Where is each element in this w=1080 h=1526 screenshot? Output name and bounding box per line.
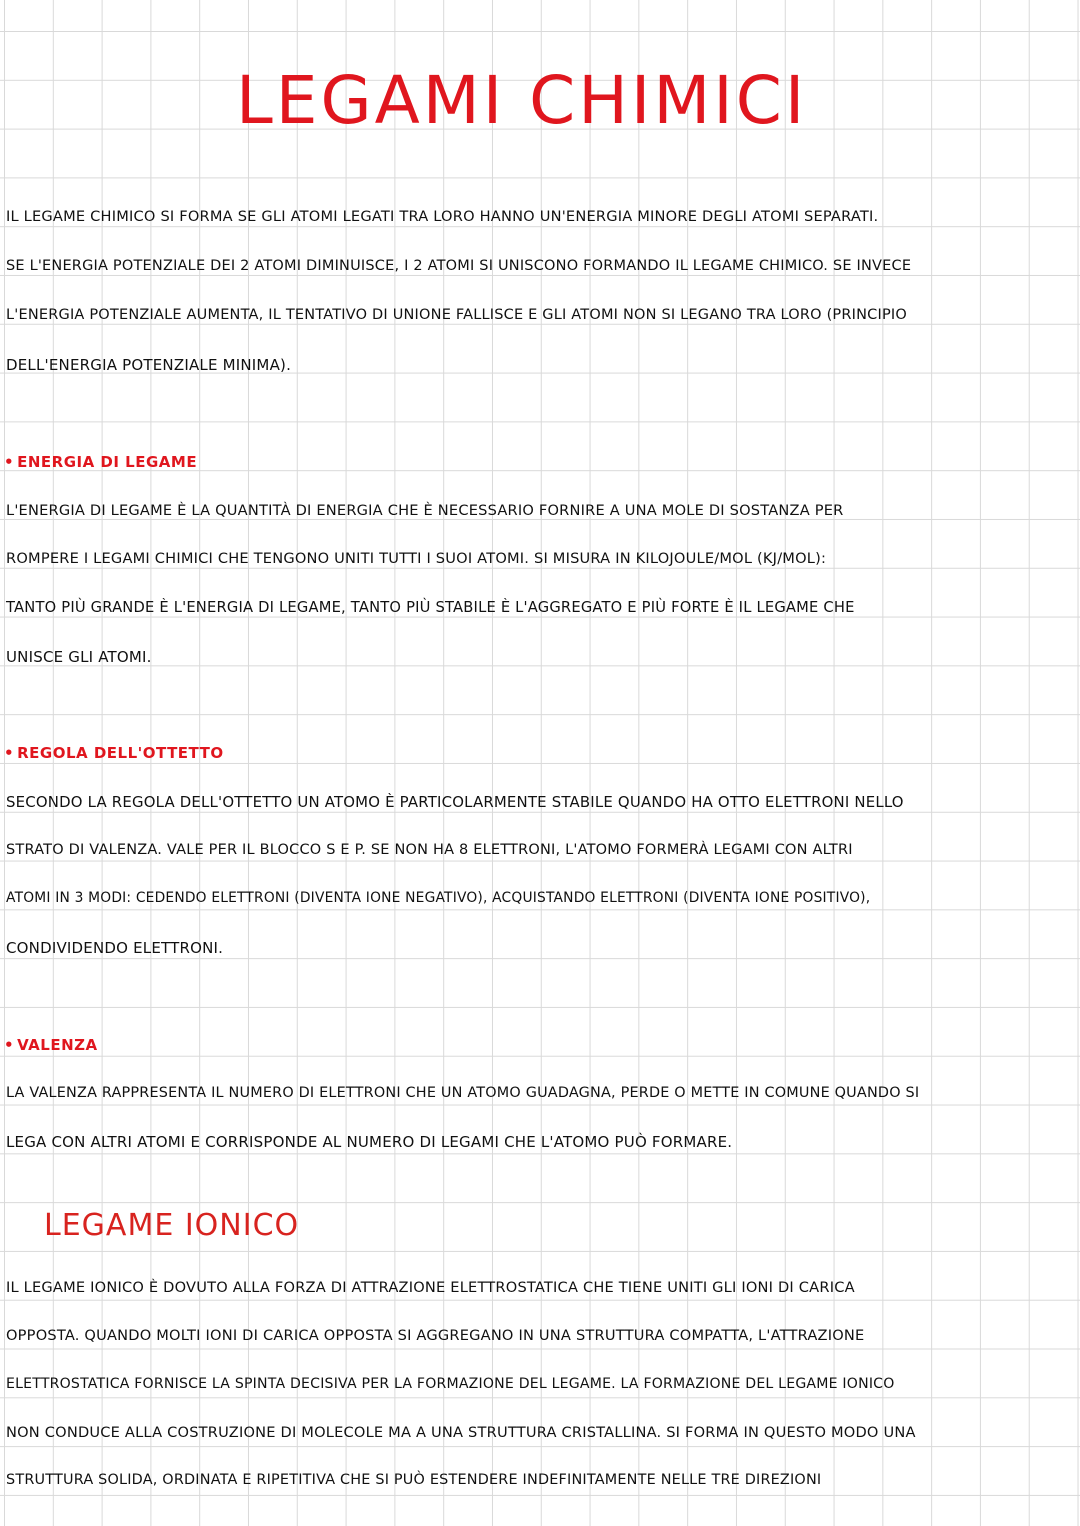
ionico-line-1: IL LEGAME IONICO È DOVUTO ALLA FORZA DI ATTRAZIONE ELETTROSTATICA CHE TIENE UNITI GLI IONI DI CARICA (6, 1279, 855, 1296)
ionico-line-3: ELETTROSTATICA FORNISCE LA SPINTA DECISIVA PER LA FORMAZIONE DEL LEGAME. LA FORMAZIONE DEL LEGAME IONICO (6, 1376, 895, 1392)
intro-line-4: DELL'ENERGIA POTENZIALE MINIMA). (6, 356, 292, 374)
valenza-line-2: LEGA CON ALTRI ATOMI E CORRISPONDE AL NUMERO DI LEGAMI CHE L'ATOMO PUÒ FORMARE. (6, 1133, 733, 1151)
section-heading-ionico: LEGAME IONICO (44, 1208, 300, 1243)
ionico-line-2: OPPOSTA. QUANDO MOLTI IONI DI CARICA OPPOSTA SI AGGREGANO IN UNA STRUTTURA COMPATTA, L'ATTRAZIONE (6, 1327, 865, 1344)
intro-line-3: L'ENERGIA POTENZIALE AUMENTA, IL TENTATIVO DI UNIONE FALLISCE E GLI ATOMI NON SI LEGANO TRA LORO (PRINCIPIO (6, 307, 908, 323)
energia-line-2: ROMPERE I LEGAMI CHIMICI CHE TENGONO UNITI TUTTI I SUOI ATOMI. SI MISURA IN KILOJOULE/MOL (KJ/MOL): (6, 550, 827, 567)
intro-line-1: IL LEGAME CHIMICO SI FORMA SE GLI ATOMI LEGATI TRA LORO HANNO UN'ENERGIA MINORE DEGLI ATOMI SEPARATI. (6, 208, 879, 225)
intro-line-2: SE L'ENERGIA POTENZIALE DEI 2 ATOMI DIMINUISCE, I 2 ATOMI SI UNISCONO FORMANDO IL LEGAME CHIMICO. SE INVECE (6, 258, 912, 274)
ionico-line-4: NON CONDUCE ALLA COSTRUZIONE DI MOLECOLE MA A UNA STRUTTURA CRISTALLINA. SI FORMA IN QUESTO MODO UNA (6, 1424, 916, 1441)
ottetto-line-2: STRATO DI VALENZA. VALE PER IL BLOCCO S E P. SE NON HA 8 ELETTRONI, L'ATOMO FORMERÀ LEGAMI CON ALTRI (6, 842, 853, 858)
valenza-line-1: LA VALENZA RAPPRESENTA IL NUMERO DI ELETTRONI CHE UN ATOMO GUADAGNA, PERDE O METTE IN COMUNE QUANDO SI (6, 1085, 920, 1101)
ottetto-line-1: SECONDO LA REGOLA DELL'OTTETTO UN ATOMO È PARTICOLARMENTE STABILE QUANDO HA OTTO ELETTRONI NELLO (6, 793, 904, 811)
energia-line-3: TANTO PIÙ GRANDE È L'ENERGIA DI LEGAME, TANTO PIÙ STABILE È L'AGGREGATO E PIÙ FORTE È IL LEGAME CHE (6, 599, 855, 616)
bullet-icon: • (4, 453, 15, 471)
bullet-icon: • (4, 1036, 15, 1054)
section-heading-energia: • ENERGIA DI LEGAME (4, 453, 198, 471)
energia-line-4: UNISCE GLI ATOMI. (6, 648, 152, 666)
energia-line-1: L'ENERGIA DI LEGAME È LA QUANTITÀ DI ENERGIA CHE È NECESSARIO FORNIRE A UNA MOLE DI SOSTANZA PER (6, 502, 844, 519)
ottetto-line-3: ATOMI IN 3 MODI: CEDENDO ELETTRONI (DIVENTA IONE NEGATIVO), ACQUISTANDO ELETTRONI (DIVENTA IONE POSITIVO), (6, 890, 871, 906)
page-title: LEGAMI CHIMICI (236, 62, 808, 139)
section-heading-valenza: • VALENZA (4, 1036, 98, 1054)
bullet-icon: • (4, 744, 15, 762)
ionico-line-5: STRUTTURA SOLIDA, ORDINATA E RIPETITIVA CHE SI PUÒ ESTENDERE INDEFINITAMENTE NELLE TRE DIREZIONI (6, 1472, 822, 1488)
ottetto-line-4: CONDIVIDENDO ELETTRONI. (6, 939, 224, 957)
section-heading-ottetto: • REGOLA DELL'OTTETTO (4, 744, 224, 762)
